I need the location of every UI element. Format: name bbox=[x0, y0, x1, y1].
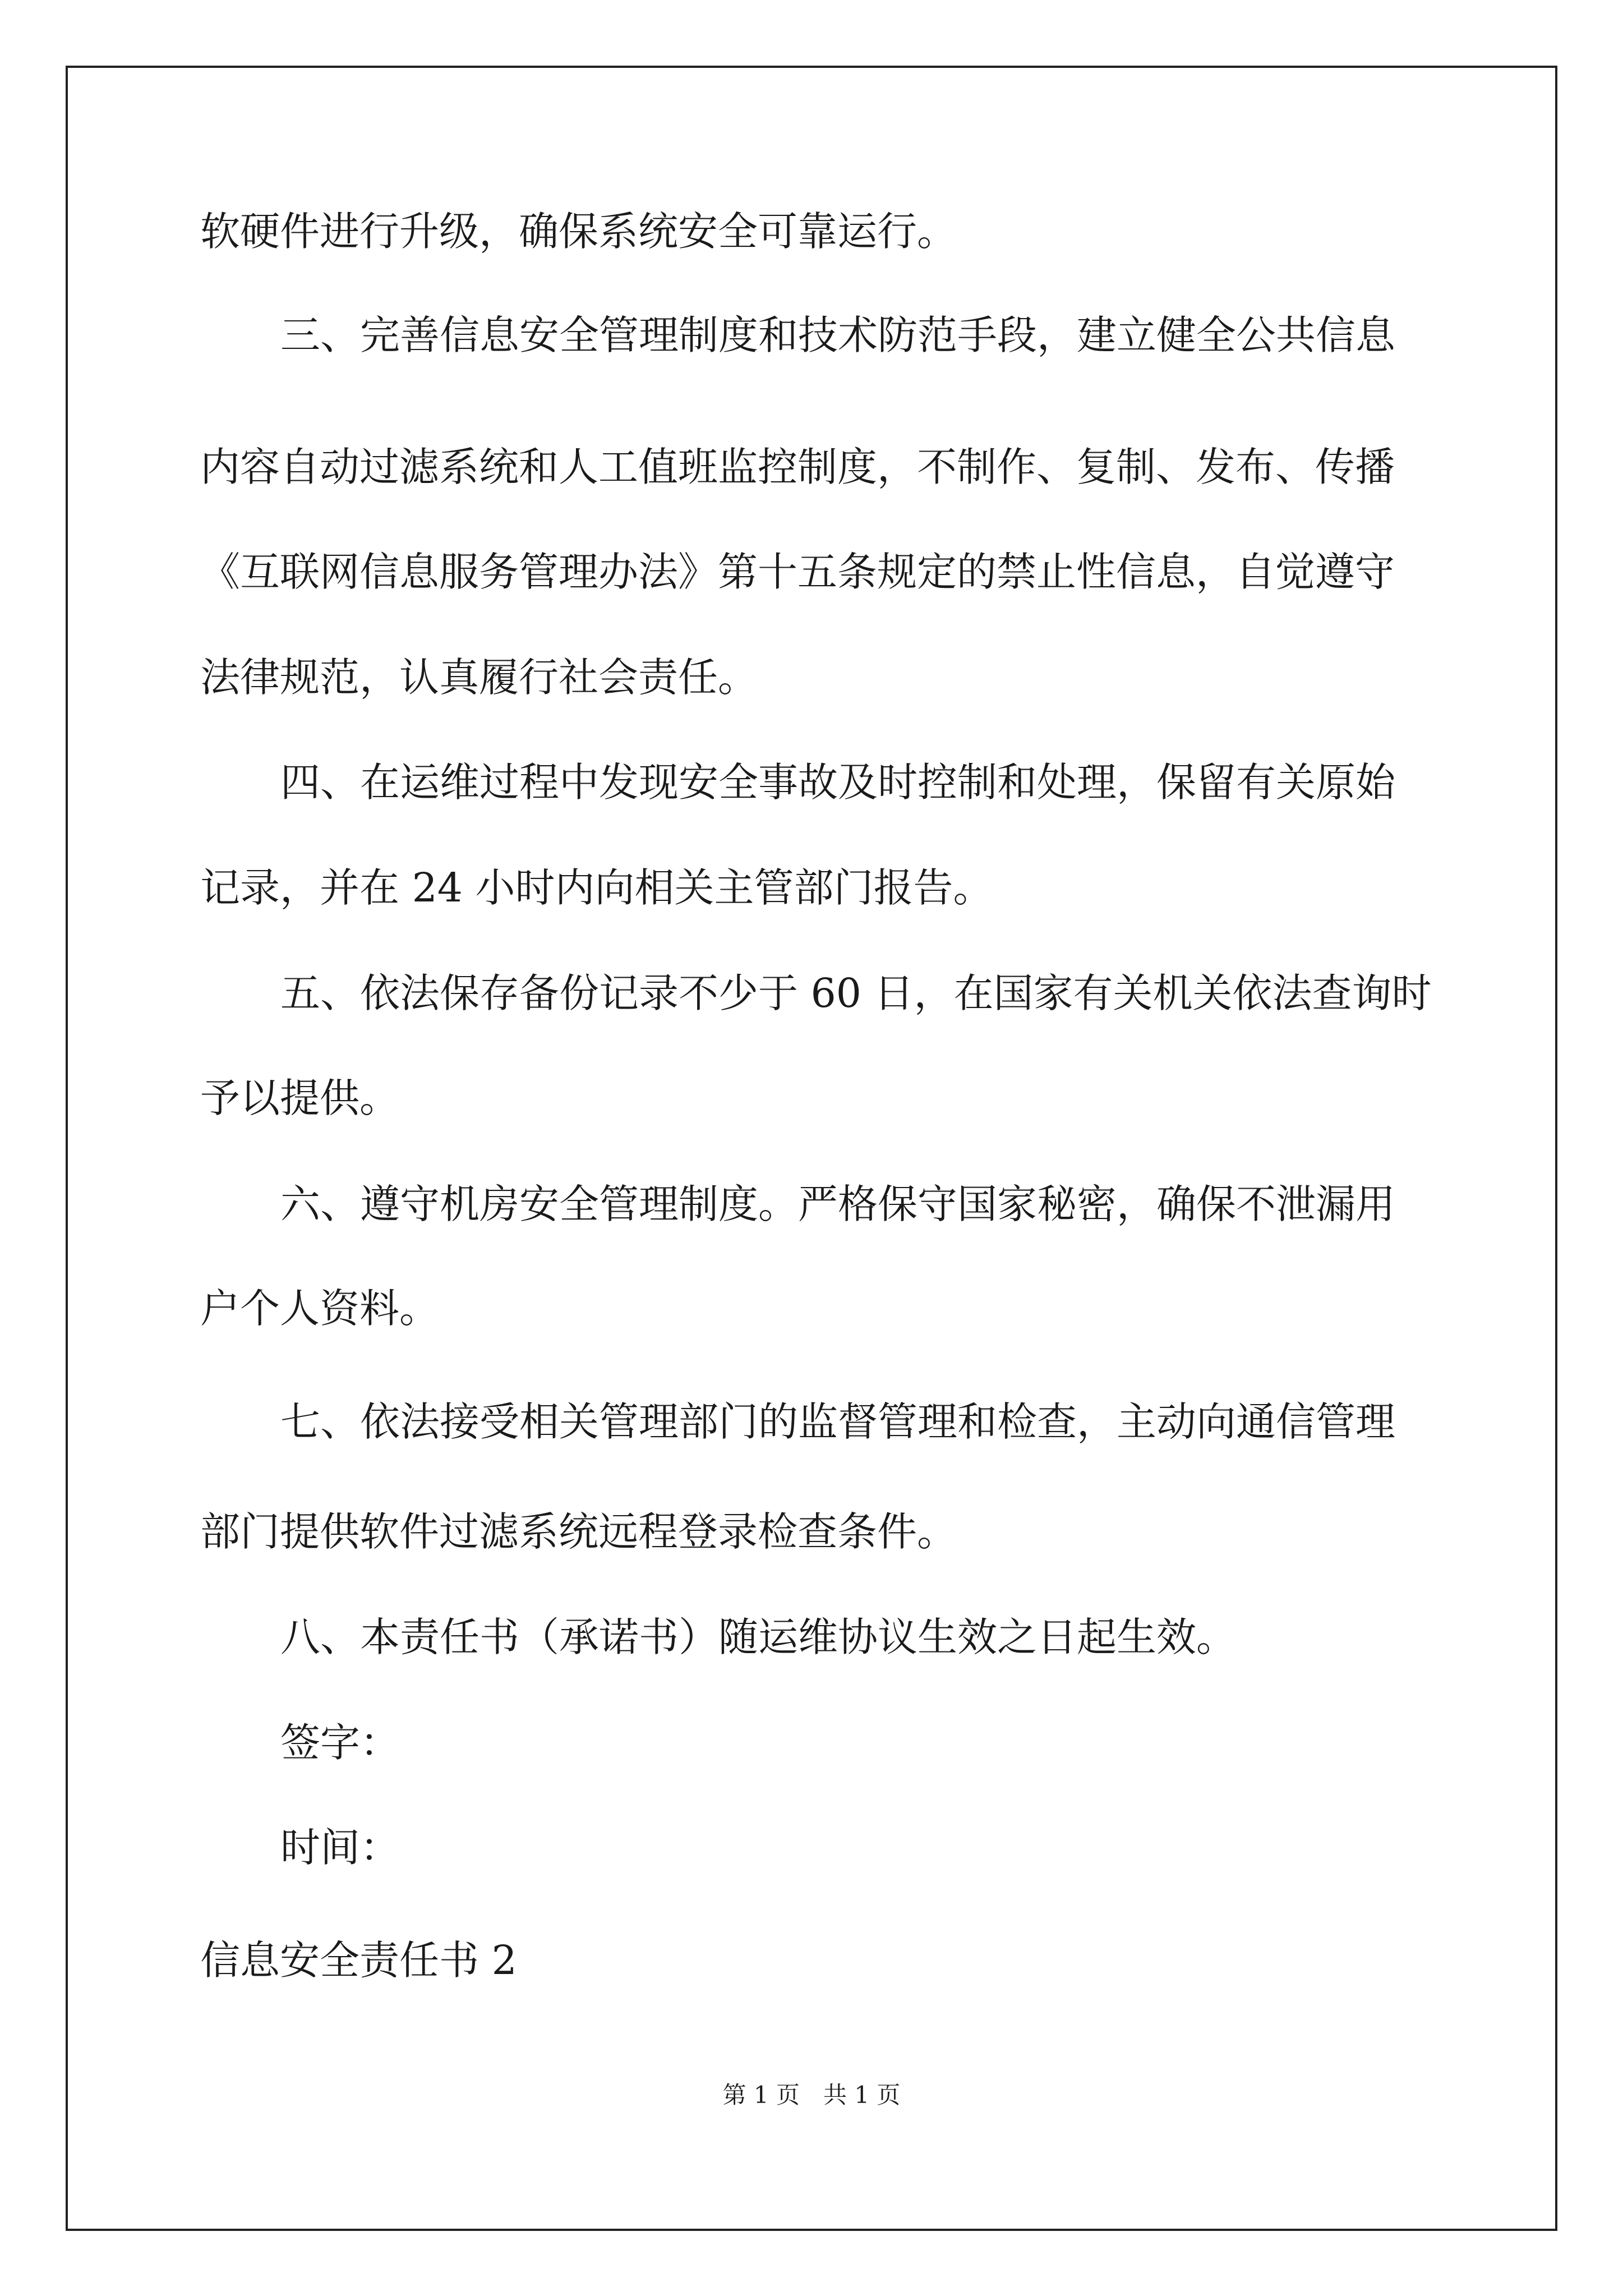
page-number: 第 1 页 共 1 页 bbox=[722, 2081, 901, 2109]
body-line-1: 软硬件进行升级，确保系统安全可靠运行。 bbox=[200, 208, 957, 255]
body-line-2: 三、完善信息安全管理制度和技术防范手段，建立健全公共信息 bbox=[280, 312, 1396, 358]
body-line-6: 四、在运维过程中发现安全事故及时控制和处理，保留有关原始 bbox=[280, 759, 1396, 806]
body-line-14: 八、本责任书（承诺书）随运维协议生效之日起生效。 bbox=[280, 1614, 1237, 1660]
body-line-10: 六、遵守机房安全管理制度。严格保守国家秘密，确保不泄漏用 bbox=[280, 1181, 1396, 1227]
body-line-7: 记录，并在 24 小时内向相关主管部门报告。 bbox=[200, 864, 993, 911]
body-line-4: 《互联网信息服务管理办法》第十五条规定的禁止性信息，自觉遵守 bbox=[200, 549, 1395, 595]
body-line-3: 内容自动过滤系统和人工值班监控制度，不制作、复制、发布、传播 bbox=[200, 444, 1395, 490]
page-border bbox=[66, 66, 1557, 2231]
body-line-12: 七、依法接受相关管理部门的监督管理和检查，主动向通信管理 bbox=[280, 1398, 1396, 1445]
body-line-13: 部门提供软件过滤系统远程登录检查条件。 bbox=[200, 1508, 957, 1555]
date-label: 时间： bbox=[280, 1824, 400, 1871]
body-line-11: 户个人资料。 bbox=[200, 1285, 440, 1332]
signature-label: 签字： bbox=[280, 1719, 400, 1766]
body-line-9: 予以提供。 bbox=[200, 1075, 400, 1121]
body-line-5: 法律规范，认真履行社会责任。 bbox=[200, 654, 758, 701]
body-line-8: 五、依法保存备份记录不少于 60 日，在国家有关机关依法查询时 bbox=[280, 970, 1432, 1016]
section-heading: 信息安全责任书 2 bbox=[200, 1937, 517, 1984]
